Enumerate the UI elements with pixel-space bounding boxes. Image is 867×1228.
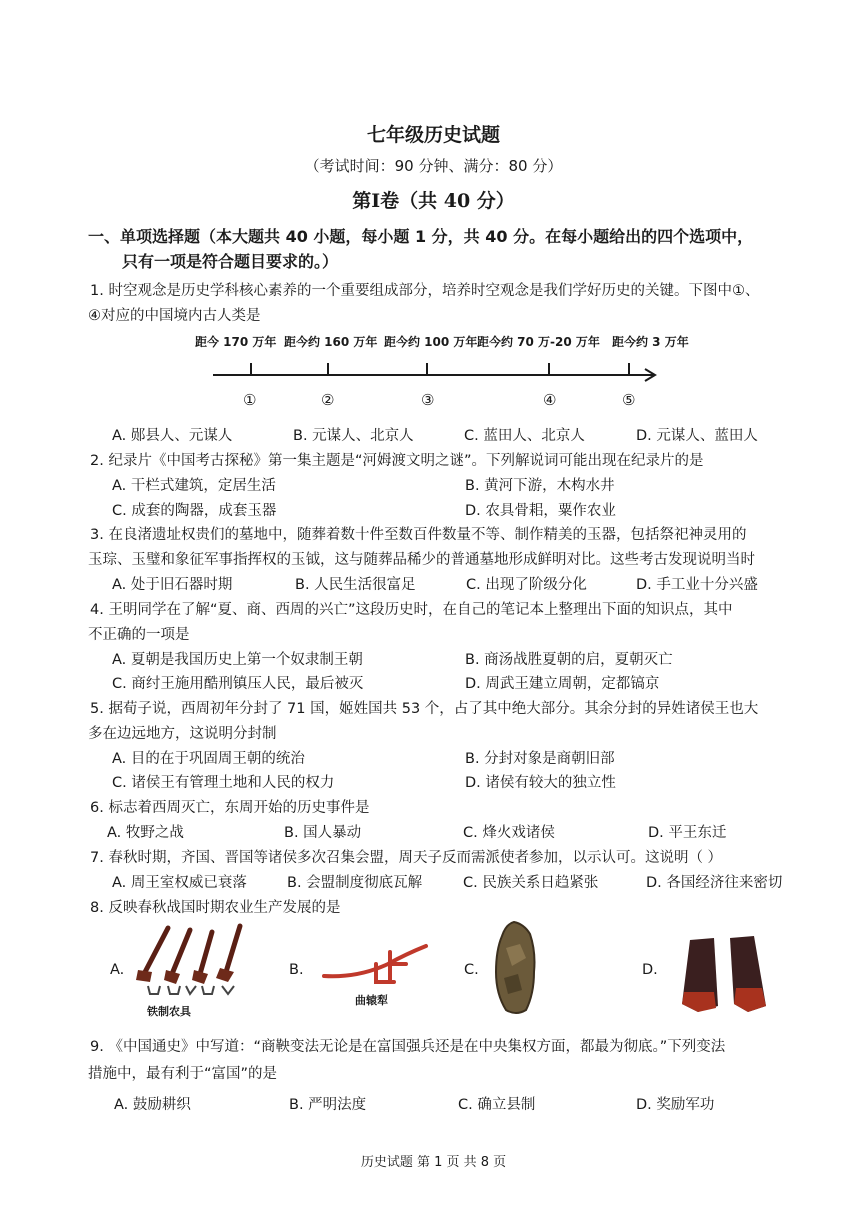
q3-stem-line1: 3. 在良渚遗址权贵们的墓地中，随葬着数十件至数百件数量不等、制作精美的玉器，包括祭祀神灵用的: [90, 527, 747, 543]
q3-option-c[interactable]: C. 出现了阶级分化: [466, 577, 587, 593]
timeline-marker: ③: [421, 391, 435, 409]
q4-stem-line2: 不正确的一项是: [88, 627, 190, 643]
timeline-marker: ④: [543, 391, 557, 409]
exam-info: （考试时间：90 分钟、满分：80 分）: [304, 157, 563, 175]
q1-option-a[interactable]: A. 郧县人、元谋人: [112, 428, 233, 444]
section-heading-line2: 只有一项是符合题目要求的。）: [122, 252, 339, 271]
timeline-marker: ②: [321, 391, 335, 409]
q1-option-b[interactable]: B. 元谋人、北京人: [293, 428, 414, 444]
q7-option-a[interactable]: A. 周王室权威已衰落: [112, 875, 247, 891]
q9-option-a[interactable]: A. 鼓励耕织: [114, 1097, 191, 1113]
q1-stem-line2: ④对应的中国境内古人类是: [88, 308, 261, 324]
q4-option-d[interactable]: D. 周武王建立周朝，定都镐京: [465, 676, 660, 692]
q7-option-b[interactable]: B. 会盟制度彻底瓦解: [287, 875, 423, 891]
q5-option-c[interactable]: C. 诸侯王有管理土地和人民的权力: [112, 775, 335, 791]
timeline-label: 距今 170 万年: [195, 335, 277, 349]
q9-option-c[interactable]: C. 确立县制: [458, 1097, 536, 1113]
page-footer: 历史试题 第 1 页 共 8 页: [360, 1155, 507, 1170]
curved-plow-image: [318, 938, 430, 990]
q4-stem-line1: 4. 王明同学在了解“夏、商、西周的兴亡”这段历史时，在自己的笔记本上整理出下面的知识点，其中: [90, 602, 733, 618]
timeline-marker: ①: [243, 391, 257, 409]
q7-stem: 7. 春秋时期，齐国、晋国等诸侯多次召集会盟，周天子反而需派使者参加，以示认可。这说明（ ）: [90, 850, 723, 866]
stone-tool-image: [490, 918, 542, 1018]
q5-option-d[interactable]: D. 诸侯有较大的独立性: [465, 775, 616, 791]
q2-option-c[interactable]: C. 成套的陶器，成套玉器: [112, 503, 277, 519]
q1-option-c[interactable]: C. 蓝田人、北京人: [464, 428, 585, 444]
q5-option-a[interactable]: A. 目的在于巩固周王朝的统治: [112, 751, 305, 767]
q2-stem: 2. 纪录片《中国考古探秘》第一集主题是“河姆渡文明之谜”。下列解说词可能出现在纪录片的是: [90, 453, 704, 469]
q2-option-b[interactable]: B. 黄河下游，木构水井: [465, 478, 615, 494]
timeline-label: 距今约 3 万年: [612, 335, 689, 349]
q5-stem-line2: 多在边远地方，这说明分封制: [88, 726, 277, 742]
q3-stem-line2: 玉琮、玉璧和象征军事指挥权的玉钺，这与随葬品稀少的普通墓地形成鲜明对比。这些考古发现说明当时: [88, 552, 755, 568]
section-heading-line1: 一、单项选择题（本大题共 40 小题，每小题 1 分，共 40 分。在每小题给出的四个选项中，: [88, 227, 754, 246]
iron-tools-caption: 铁制农具: [147, 1005, 191, 1018]
q2-option-d[interactable]: D. 农具骨耜，粟作农业: [465, 503, 616, 519]
q8-option-b[interactable]: B.: [289, 962, 304, 978]
timeline-label: 距今约 70 万-20 万年: [477, 335, 600, 349]
q1-option-d[interactable]: D. 元谋人、蓝田人: [636, 428, 758, 444]
q2-option-a[interactable]: A. 干栏式建筑，定居生活: [112, 478, 276, 494]
volume-heading: 第Ⅰ卷（共 40 分）: [352, 190, 515, 212]
q8-option-a[interactable]: A.: [110, 962, 125, 978]
q4-option-b[interactable]: B. 商汤战胜夏朝的启，夏朝灭亡: [465, 652, 673, 668]
q9-stem-line2: 措施中，最有利于“富国”的是: [88, 1066, 278, 1082]
timeline-label: 距今约 100 万年: [384, 335, 478, 349]
timeline-axis: [205, 355, 665, 385]
q4-option-a[interactable]: A. 夏朝是我国历史上第一个奴隶制王朝: [112, 652, 363, 668]
q1-stem-line1: 1. 时空观念是历史学科核心素养的一个重要组成部分，培养时空观念是我们学好历史的关键。下图中①、: [90, 283, 760, 299]
timeline-marker: ⑤: [622, 391, 636, 409]
q6-option-c[interactable]: C. 烽火戏诸侯: [463, 825, 555, 841]
q5-stem-line1: 5. 据荀子说，西周初年分封了 71 国，姬姓国共 53 个，占了其中绝大部分。其余分封的异姓诸侯王也大: [90, 701, 759, 717]
q6-option-b[interactable]: B. 国人暴动: [284, 825, 362, 841]
q9-option-d[interactable]: D. 奖励军功: [636, 1097, 715, 1113]
q3-option-b[interactable]: B. 人民生活很富足: [295, 577, 416, 593]
timeline-label: 距今约 160 万年: [284, 335, 378, 349]
q7-option-d[interactable]: D. 各国经济往来密切: [646, 875, 783, 891]
q4-option-c[interactable]: C. 商纣王施用酷刑镇压人民，最后被灭: [112, 676, 364, 692]
q9-option-b[interactable]: B. 严明法度: [289, 1097, 367, 1113]
curved-plow-caption: 曲辕犁: [355, 994, 388, 1007]
iron-ploughshare-image: [674, 932, 774, 1014]
q3-option-d[interactable]: D. 手工业十分兴盛: [636, 577, 758, 593]
q8-option-d[interactable]: D.: [642, 962, 658, 978]
q6-stem: 6. 标志着西周灭亡，东周开始的历史事件是: [90, 800, 370, 816]
q6-option-d[interactable]: D. 平王东迁: [648, 825, 727, 841]
q8-stem: 8. 反映春秋战国时期农业生产发展的是: [90, 900, 341, 916]
q8-option-c[interactable]: C.: [464, 962, 479, 978]
q5-option-b[interactable]: B. 分封对象是商朝旧部: [465, 751, 615, 767]
q3-option-a[interactable]: A. 处于旧石器时期: [112, 577, 233, 593]
iron-tools-image: [128, 922, 253, 1004]
q9-stem-line1: 9. 《中国通史》中写道：“商鞅变法无论是在富国强兵还是在中央集权方面，都最为彻底。”下列变法: [90, 1039, 726, 1055]
q6-option-a[interactable]: A. 牧野之战: [107, 825, 184, 841]
q7-option-c[interactable]: C. 民族关系日趋紧张: [463, 875, 599, 891]
page-title: 七年级历史试题: [366, 124, 500, 146]
